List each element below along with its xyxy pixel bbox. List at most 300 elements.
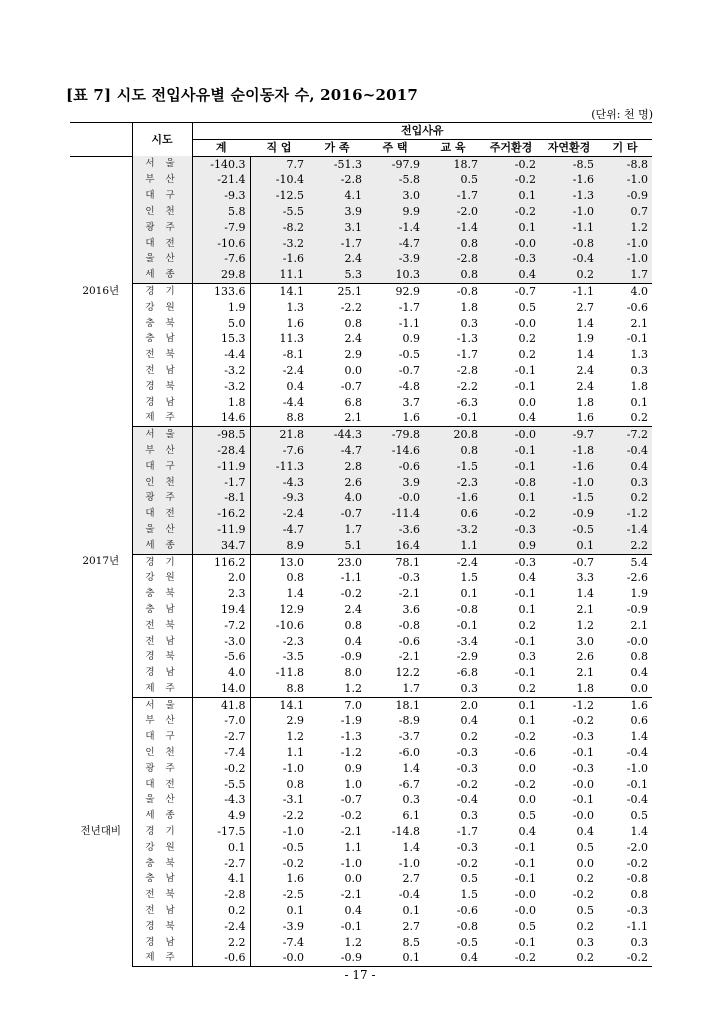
value-cell: 2.1	[308, 410, 366, 426]
value-cell: 2.6	[308, 475, 366, 491]
region-label: 전 남	[132, 903, 192, 919]
value-cell: 0.2	[460, 730, 478, 744]
value-cell: 3.3	[576, 571, 594, 585]
value-cell: -0.2	[340, 809, 362, 823]
value-cell: 18.1	[395, 698, 420, 712]
header-group: 전입사유	[192, 123, 652, 140]
table-body	[70, 156, 652, 967]
value-cell: 0.9	[482, 538, 540, 554]
table-row	[70, 506, 652, 522]
value-cell: -0.4	[626, 746, 649, 760]
table-row	[70, 267, 652, 283]
value-cell: -0.1	[514, 634, 536, 648]
value-cell: 0.4	[482, 267, 540, 283]
value-cell: 14.6	[192, 410, 250, 426]
region-label: 대 구	[132, 459, 192, 475]
table-row	[70, 745, 652, 761]
page-number: - 17 -	[344, 968, 376, 982]
value-cell: -0.3	[456, 761, 478, 775]
value-cell: 25.1	[337, 284, 362, 298]
value-cell: 0.4	[576, 825, 594, 839]
value-cell: -4.3	[250, 475, 308, 491]
value-cell: -3.2	[250, 236, 308, 252]
value-cell: -1.7	[308, 236, 366, 252]
value-cell: 1.7	[366, 681, 424, 697]
region-label: 충 북	[132, 586, 192, 602]
value-cell: 92.9	[395, 284, 420, 298]
value-cell: -2.6	[626, 571, 649, 585]
value-cell: 1.4	[576, 348, 594, 362]
region-label: 대 구	[132, 729, 192, 745]
value-cell: -1.7	[456, 348, 478, 362]
value-cell: 0.2	[518, 618, 536, 632]
value-cell: 5.3	[308, 267, 366, 283]
table-row	[70, 363, 652, 379]
value-cell: -10.4	[250, 172, 308, 188]
value-cell: -1.0	[540, 475, 598, 491]
value-cell: -1.0	[626, 761, 649, 775]
value-cell: 1.6	[630, 698, 649, 712]
region-label: 경 기	[132, 554, 192, 570]
value-cell: 1.5	[460, 888, 478, 902]
value-cell: 0.3	[630, 935, 649, 949]
value-cell: -9.7	[540, 427, 598, 443]
value-cell: 0.9	[344, 761, 362, 775]
value-cell: -0.5	[282, 840, 304, 854]
value-cell: 4.0	[192, 665, 250, 681]
table-row	[70, 443, 652, 459]
value-cell: 1.6	[366, 410, 424, 426]
value-cell: -14.6	[366, 443, 424, 459]
value-cell: 10.3	[366, 267, 424, 283]
value-cell: 0.4	[518, 571, 536, 585]
value-cell: 0.8	[630, 888, 649, 902]
value-cell: -3.9	[282, 919, 304, 933]
table-row	[70, 220, 652, 236]
value-cell: 0.8	[344, 316, 362, 330]
value-cell: 0.2	[576, 872, 594, 886]
value-cell: 8.9	[250, 538, 308, 554]
value-cell: -1.9	[340, 714, 362, 728]
value-cell: -1.3	[456, 332, 478, 346]
value-cell: 0.1	[482, 188, 540, 204]
region-label: 경 남	[132, 935, 192, 951]
value-cell: -2.1	[340, 888, 362, 902]
value-cell: -2.2	[282, 809, 304, 823]
region-label: 서 울	[132, 156, 192, 172]
value-cell: -4.4	[282, 395, 304, 409]
value-cell: -0.2	[482, 204, 540, 220]
value-cell: -0.6	[192, 950, 250, 966]
value-cell: -4.4	[192, 347, 250, 363]
value-cell: 1.4	[286, 587, 304, 601]
value-cell: 14.1	[279, 698, 304, 712]
value-cell: 0.1	[518, 602, 536, 616]
header-col: 주 택	[366, 139, 424, 156]
value-cell: -44.3	[308, 427, 366, 443]
region-label: 대 구	[132, 188, 192, 204]
value-cell: 1.7	[598, 267, 652, 283]
value-cell: 0.3	[598, 475, 652, 491]
value-cell: -0.1	[424, 410, 482, 426]
value-cell: 0.3	[518, 650, 536, 664]
value-cell: -2.9	[456, 650, 478, 664]
value-cell: 0.0	[344, 872, 362, 886]
value-cell: 0.1	[366, 950, 424, 966]
value-cell: -1.2	[598, 506, 652, 522]
value-cell: 29.8	[192, 267, 250, 283]
value-cell: 0.0	[576, 856, 594, 870]
value-cell: -2.2	[340, 300, 362, 314]
region-label: 경 기	[132, 824, 192, 840]
value-cell: -0.8	[456, 919, 478, 933]
value-cell: 0.6	[424, 506, 482, 522]
value-cell: -0.6	[514, 746, 536, 760]
value-cell: -0.9	[308, 950, 366, 966]
value-cell: -3.0	[192, 634, 250, 650]
value-cell: -1.4	[424, 220, 482, 236]
value-cell: 4.1	[308, 188, 366, 204]
value-cell: 0.5	[630, 809, 649, 823]
value-cell: 1.4	[630, 730, 649, 744]
table-row	[70, 172, 652, 188]
region-label: 경 북	[132, 919, 192, 935]
value-cell: -0.0	[572, 809, 594, 823]
value-cell: -1.6	[424, 490, 482, 506]
value-cell: -3.2	[424, 522, 482, 538]
table-row	[70, 649, 652, 665]
value-cell: 78.1	[395, 555, 420, 569]
value-cell: -0.3	[398, 571, 420, 585]
value-cell: 1.2	[576, 618, 594, 632]
value-cell: -9.3	[250, 490, 308, 506]
value-cell: -2.1	[340, 825, 362, 839]
value-cell: -0.7	[514, 284, 536, 298]
value-cell: -2.0	[626, 840, 649, 854]
value-cell: 4.9	[192, 808, 250, 824]
value-cell: -7.9	[192, 220, 250, 236]
value-cell: 0.4	[460, 714, 478, 728]
value-cell: -0.0	[572, 777, 594, 791]
table-row	[70, 331, 652, 347]
table-row	[70, 427, 652, 443]
region-label: 세 종	[132, 538, 192, 554]
value-cell: -2.1	[398, 650, 420, 664]
value-cell: -1.5	[424, 459, 482, 475]
value-cell: -0.2	[192, 761, 250, 777]
value-cell: 0.1	[482, 490, 540, 506]
value-cell: -7.2	[598, 427, 652, 443]
value-cell: 14.0	[192, 681, 250, 697]
value-cell: 0.4	[344, 634, 362, 648]
value-cell: 2.4	[308, 251, 366, 267]
table-row	[70, 634, 652, 650]
table-row	[70, 490, 652, 506]
table-row	[70, 935, 652, 951]
value-cell: 2.7	[576, 300, 594, 314]
value-cell: -1.7	[424, 188, 482, 204]
value-cell: -11.4	[366, 506, 424, 522]
value-cell: -2.7	[192, 856, 250, 872]
value-cell: -5.6	[192, 649, 250, 665]
value-cell: -0.7	[340, 379, 362, 393]
value-cell: -2.8	[192, 887, 250, 903]
value-cell: 1.2	[308, 681, 366, 697]
table-row	[70, 475, 652, 491]
value-cell: -12.5	[250, 188, 308, 204]
value-cell: -11.3	[250, 459, 308, 475]
value-cell: 0.1	[402, 904, 420, 918]
value-cell: -0.8	[456, 284, 478, 298]
region-label: 경 남	[132, 395, 192, 411]
value-cell: -0.1	[514, 856, 536, 870]
value-cell: -6.8	[456, 666, 478, 680]
value-cell: 2.0	[460, 698, 478, 712]
value-cell: -0.1	[482, 443, 540, 459]
value-cell: -0.2	[598, 950, 652, 966]
value-cell: -0.0	[514, 888, 536, 902]
value-cell: -0.1	[514, 666, 536, 680]
value-cell: -79.8	[366, 427, 424, 443]
value-cell: 0.4	[424, 950, 482, 966]
value-cell: -1.8	[540, 443, 598, 459]
table-row	[70, 903, 652, 919]
value-cell: -2.4	[250, 506, 308, 522]
value-cell: 0.0	[598, 681, 652, 697]
value-cell: -2.3	[282, 634, 304, 648]
value-cell: 0.4	[482, 410, 540, 426]
value-cell: -3.1	[282, 793, 304, 807]
value-cell: 1.2	[344, 935, 362, 949]
value-cell: -0.1	[456, 618, 478, 632]
value-cell: 0.1	[482, 220, 540, 236]
value-cell: 5.8	[192, 204, 250, 220]
value-cell: -1.1	[572, 284, 594, 298]
value-cell: -0.5	[540, 522, 598, 538]
value-cell: 0.0	[518, 395, 536, 409]
value-cell: -0.1	[626, 777, 649, 791]
value-cell: 4.0	[308, 490, 366, 506]
value-cell: -3.2	[192, 363, 250, 379]
value-cell: -1.3	[340, 730, 362, 744]
value-cell: 0.2	[540, 267, 598, 283]
table-row	[70, 188, 652, 204]
table-row	[70, 251, 652, 267]
value-cell: 1.4	[402, 840, 420, 854]
value-cell: 20.8	[424, 427, 482, 443]
value-cell: 0.0	[344, 363, 362, 377]
value-cell: 1.3	[630, 348, 649, 362]
value-cell: 1.0	[344, 777, 362, 791]
region-label: 충 북	[132, 856, 192, 872]
value-cell: -0.3	[482, 251, 540, 267]
region-label: 제 주	[132, 681, 192, 697]
value-cell: 11.3	[279, 332, 304, 346]
value-cell: -1.1	[340, 571, 362, 585]
value-cell: 0.3	[424, 681, 482, 697]
value-cell: 13.0	[279, 555, 304, 569]
value-cell: -3.9	[366, 251, 424, 267]
value-cell: -0.1	[340, 919, 362, 933]
table-row	[70, 777, 652, 793]
value-cell: -0.6	[398, 634, 420, 648]
value-cell: 0.2	[192, 903, 250, 919]
value-cell: -2.8	[456, 363, 478, 377]
value-cell: 0.0	[518, 761, 536, 775]
value-cell: 1.4	[576, 316, 594, 330]
value-cell: 0.1	[192, 840, 250, 856]
value-cell: 3.7	[402, 395, 420, 409]
table-row	[70, 761, 652, 777]
value-cell: -7.6	[250, 443, 308, 459]
table-row	[70, 395, 652, 411]
value-cell: 21.8	[250, 427, 308, 443]
value-cell: -28.4	[192, 443, 250, 459]
value-cell: -98.5	[192, 427, 250, 443]
value-cell: -7.4	[192, 745, 250, 761]
header-col: 자연환경	[540, 139, 598, 156]
value-cell: -1.0	[340, 856, 362, 870]
value-cell: 0.3	[460, 316, 478, 330]
value-cell: -1.0	[282, 825, 304, 839]
value-cell: 3.9	[366, 475, 424, 491]
region-label: 울 산	[132, 522, 192, 538]
value-cell: 9.9	[366, 204, 424, 220]
value-cell: -1.0	[598, 236, 652, 252]
value-cell: -0.9	[626, 602, 649, 616]
region-label: 세 종	[132, 267, 192, 283]
value-cell: 0.8	[424, 267, 482, 283]
migration-table	[70, 122, 652, 967]
value-cell: -0.4	[626, 793, 649, 807]
value-cell: 0.1	[630, 395, 649, 409]
value-cell: -1.3	[540, 188, 598, 204]
value-cell: -3.2	[192, 379, 250, 395]
value-cell: -0.9	[340, 650, 362, 664]
value-cell: -0.7	[398, 363, 420, 377]
table-row	[70, 697, 652, 713]
value-cell: -0.3	[482, 522, 540, 538]
value-cell: -1.2	[340, 746, 362, 760]
value-cell: 1.4	[576, 587, 594, 601]
value-cell: -0.4	[398, 888, 420, 902]
value-cell: -0.1	[482, 459, 540, 475]
value-cell: 1.2	[598, 220, 652, 236]
value-cell: -1.0	[398, 856, 420, 870]
value-cell: 0.1	[286, 904, 304, 918]
value-cell: -0.6	[626, 300, 649, 314]
value-cell: 23.0	[337, 555, 362, 569]
value-cell: 1.4	[630, 825, 649, 839]
value-cell: 2.8	[308, 459, 366, 475]
value-cell: -14.8	[391, 825, 420, 839]
value-cell: 0.1	[518, 698, 536, 712]
value-cell: -0.7	[340, 793, 362, 807]
value-cell: 2.4	[576, 363, 594, 377]
value-cell: -0.8	[456, 602, 478, 616]
table-row	[70, 570, 652, 586]
value-cell: 12.2	[395, 666, 420, 680]
value-cell: 1.7	[308, 522, 366, 538]
value-cell: -0.8	[398, 618, 420, 632]
value-cell: -0.2	[482, 172, 540, 188]
value-cell: 116.2	[192, 554, 250, 570]
value-cell: -3.7	[398, 730, 420, 744]
value-cell: 0.3	[630, 363, 649, 377]
value-cell: -3.5	[282, 650, 304, 664]
table-row	[70, 919, 652, 935]
value-cell: -21.4	[192, 172, 250, 188]
value-cell: -17.5	[192, 824, 250, 840]
value-cell: 0.5	[518, 919, 536, 933]
value-cell: 1.5	[460, 571, 478, 585]
value-cell: -0.9	[598, 188, 652, 204]
value-cell: -6.3	[456, 395, 478, 409]
value-cell: -4.7	[250, 522, 308, 538]
section-label: 2016년	[82, 284, 120, 297]
region-label: 경 북	[132, 649, 192, 665]
header-col: 기 타	[598, 139, 652, 156]
value-cell: 1.9	[192, 300, 250, 316]
value-cell: -1.6	[250, 251, 308, 267]
value-cell: 3.0	[366, 188, 424, 204]
value-cell: -1.0	[282, 761, 304, 775]
value-cell: 1.1	[344, 840, 362, 854]
value-cell: 0.2	[482, 681, 540, 697]
value-cell: -8.1	[192, 490, 250, 506]
unit-label: (단위: 천 명)	[591, 108, 653, 121]
value-cell: 1.6	[540, 410, 598, 426]
value-cell: -1.7	[192, 475, 250, 491]
region-label: 강 원	[132, 570, 192, 586]
value-cell: 0.4	[344, 904, 362, 918]
value-cell: -2.4	[282, 363, 304, 377]
value-cell: -2.7	[192, 729, 250, 745]
table-row	[70, 871, 652, 887]
value-cell: 1.9	[576, 332, 594, 346]
value-cell: -10.6	[275, 618, 304, 632]
value-cell: 0.8	[344, 618, 362, 632]
value-cell: -0.2	[482, 950, 540, 966]
value-cell: -2.1	[398, 587, 420, 601]
value-cell: 0.2	[518, 348, 536, 362]
value-cell: -4.7	[308, 443, 366, 459]
value-cell: -0.8	[540, 236, 598, 252]
value-cell: -0.3	[626, 904, 649, 918]
value-cell: -9.3	[192, 188, 250, 204]
value-cell: 1.8	[460, 300, 478, 314]
region-label: 충 북	[132, 316, 192, 332]
value-cell: -3.6	[366, 522, 424, 538]
value-cell: 8.0	[344, 666, 362, 680]
value-cell: 12.9	[279, 602, 304, 616]
value-cell: -0.5	[456, 935, 478, 949]
region-label: 제 주	[132, 950, 192, 966]
value-cell: -7.0	[192, 713, 250, 729]
value-cell: -2.0	[424, 204, 482, 220]
value-cell: -0.1	[514, 587, 536, 601]
value-cell: -1.4	[366, 220, 424, 236]
region-label: 세 종	[132, 808, 192, 824]
region-label: 인 천	[132, 204, 192, 220]
value-cell: 15.3	[192, 331, 250, 347]
value-cell: 0.5	[518, 300, 536, 314]
table-row	[70, 554, 652, 570]
value-cell: -16.2	[192, 506, 250, 522]
value-cell: -2.8	[424, 251, 482, 267]
region-label: 울 산	[132, 792, 192, 808]
value-cell: -0.2	[626, 856, 649, 870]
